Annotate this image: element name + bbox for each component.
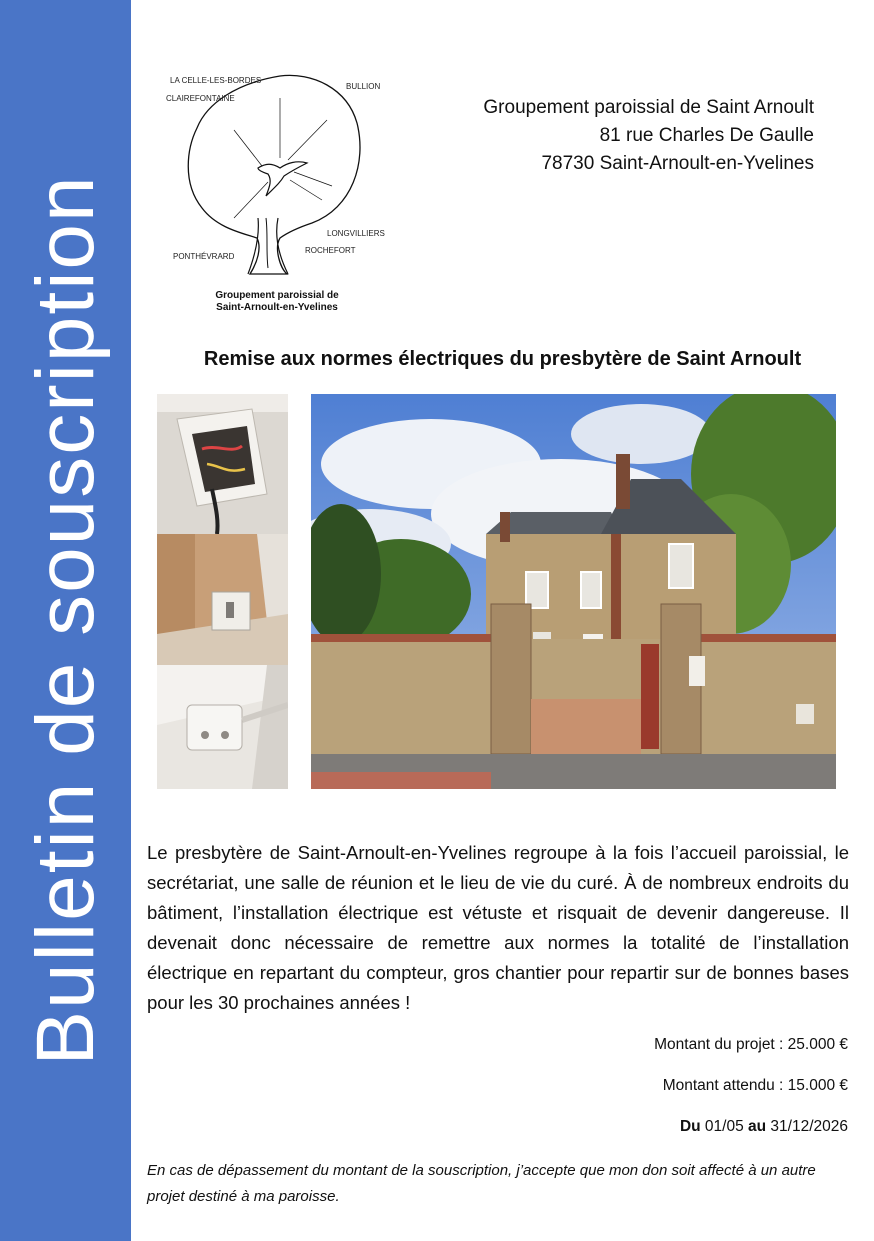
footnote: En cas de dépassement du montant de la souscription, j’accepte que mon don soit affecté à un autre projet destiné à ma paroisse. [147, 1162, 816, 1205]
project-amount: Montant du projet : 25.000 € [654, 1036, 848, 1053]
town-label: BULLION [346, 82, 381, 91]
address-line: Groupement paroissial de Saint Arnoult [483, 97, 814, 118]
project-description: Le presbytère de Saint-Arnoult-en-Yvelines regroupe à la fois l’accueil paroissial, le secrétariat, une salle de réunion et le lieu de vie du curé. À de nombreux endroits du bâtiment, l’installation électrique est vétuste et risquait de devenir dangereuse. Il devenait donc nécessaire de remettre aux normes la totalité de l’installation électrique en repartant du compteur, gros chantier pour repartir sur de bonnes bases pour les 30 prochaines années ! [147, 842, 849, 1013]
sidebar-banner [0, 0, 131, 1241]
parish-logo [162, 68, 392, 320]
logo-caption-line: Groupement paroissial de [215, 290, 339, 301]
town-label: PONTHÉVRARD [173, 252, 235, 261]
town-label: LA CELLE-LES-BORDES [170, 76, 262, 85]
town-label: CLAIREFONTAINE [166, 94, 235, 103]
parish-address [483, 94, 814, 178]
town-label: LONGVILLIERS [327, 229, 385, 238]
subscription-period [680, 1118, 848, 1136]
period-au-label: au [748, 1118, 767, 1135]
period-start: 01/05 [700, 1118, 749, 1135]
expected-amount: Montant attendu : 15.000 € [662, 1077, 848, 1094]
presbytery-photo [311, 394, 836, 789]
town-label: ROCHEFORT [305, 246, 356, 255]
address-line: 78730 Saint-Arnoult-en-Yvelines [541, 153, 814, 174]
electrical-box-photo [157, 394, 288, 534]
period-du-label: Du [679, 1118, 701, 1135]
logo-caption-line: Saint-Arnoult-en-Yvelines [216, 302, 338, 313]
period-end: 31/12/2026 [766, 1118, 848, 1135]
wall-outlet-photo [157, 534, 288, 665]
project-title: Remise aux normes électriques du presbytère de Saint Arnoult [203, 348, 802, 370]
logo-caption [162, 290, 392, 314]
ceiling-junction-photo [157, 665, 288, 789]
address-line: 81 rue Charles De Gaulle [599, 125, 814, 146]
bulletin-title: Bulletin de souscription [20, 174, 111, 1066]
